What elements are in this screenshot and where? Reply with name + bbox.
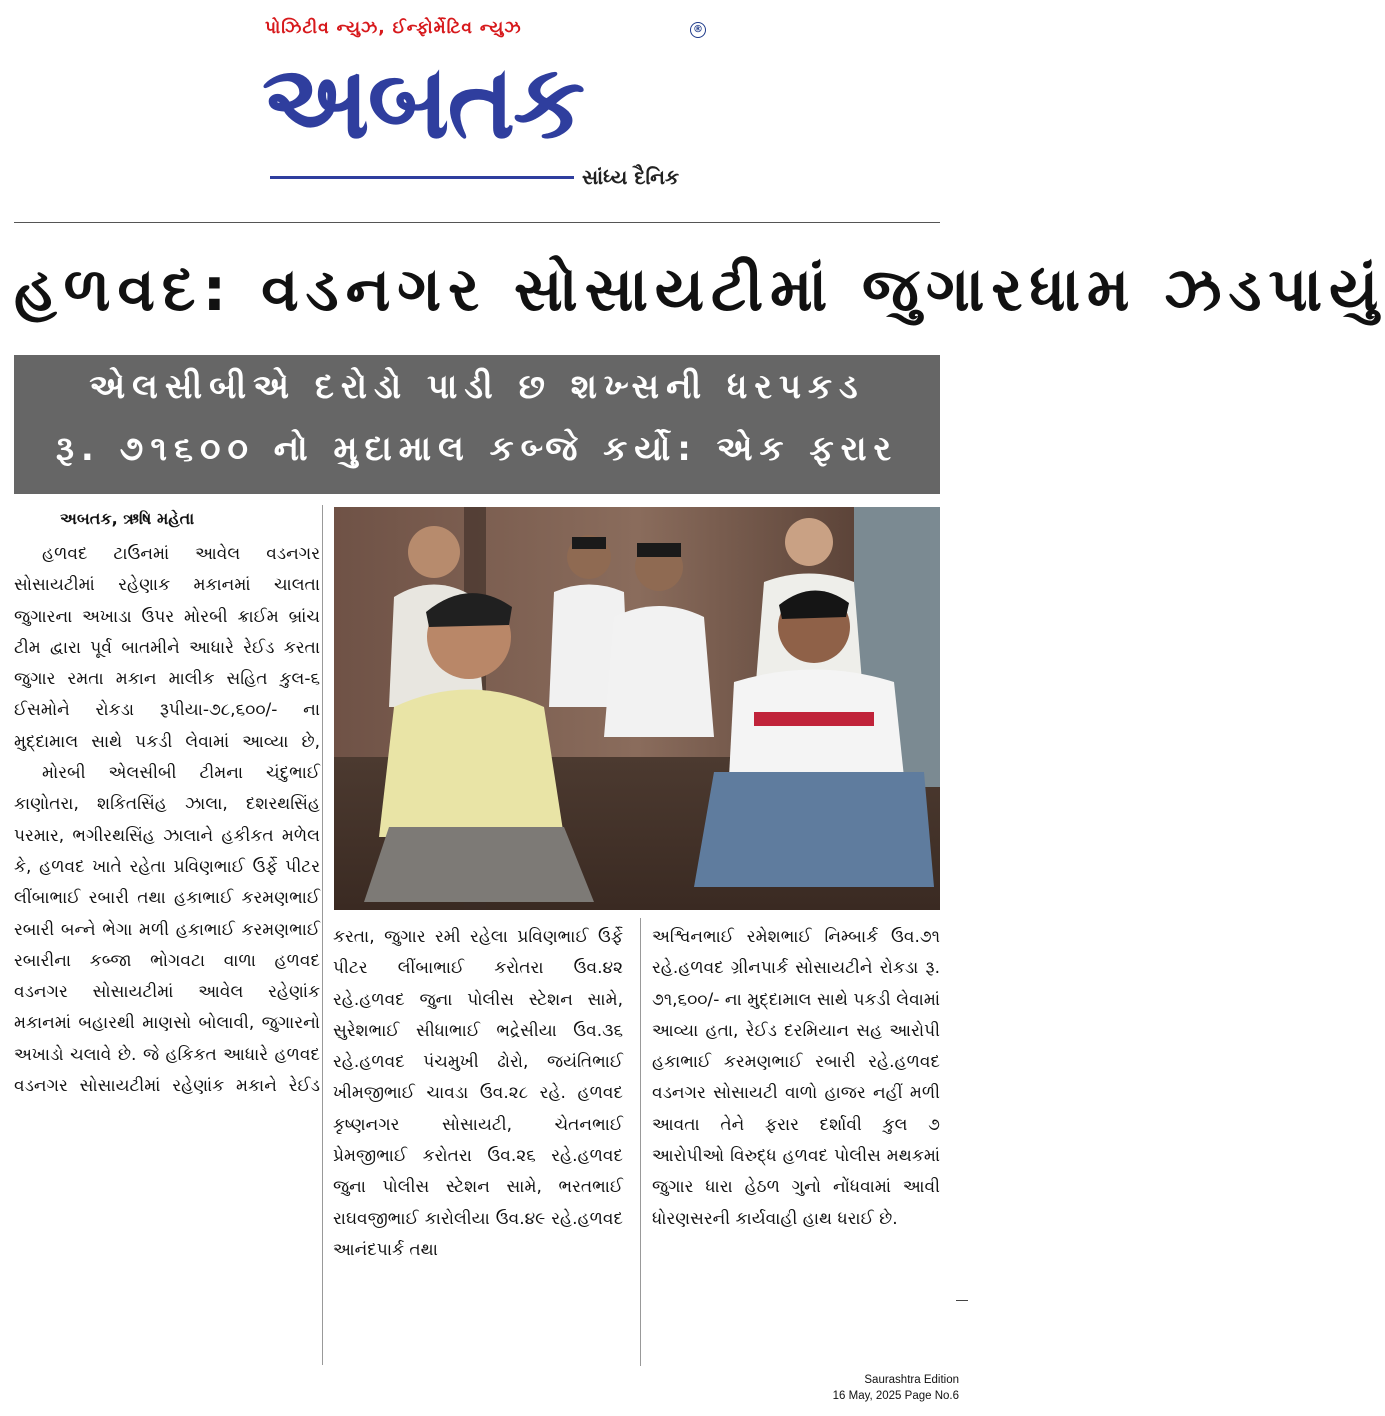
- article-column-2: [333, 922, 623, 1266]
- column-divider: [640, 918, 641, 1366]
- masthead-subtitle: સાંધ્ય દૈનિક: [582, 165, 680, 189]
- subhead-box: [14, 355, 940, 494]
- masthead: [0, 0, 969, 210]
- subhead-line-2: રૂ. ૭૧૬૦૦ નો મુદામાલ કબ્જે કર્યો: એક ફરાર: [55, 429, 899, 469]
- edition-footer: [833, 1372, 959, 1404]
- margin-tick: [956, 1300, 968, 1301]
- logo-underline: [270, 176, 574, 179]
- subhead-line-1: એલસીબીએ દરોડો પાડી છ શખ્સની ધરપકડ: [89, 367, 865, 407]
- registered-mark: ®: [690, 22, 706, 38]
- article-column-1: [14, 539, 320, 1102]
- article-byline: અબતક, ઋષિ મહેતા: [60, 509, 195, 528]
- news-photo: [334, 507, 940, 910]
- news-photo-illustration: [334, 507, 940, 910]
- newspaper-logo: અબતક: [262, 43, 584, 162]
- body-paragraph: મોરબી એલસીબી ટીમના ચંદુભાઈ કાણોતરા, શકિતસિંહ ઝાલા, દશરથસિંહ પરમાર, ભગીરથસિંહ ઝાલાને હકીકત મળેલ કે, હળવદ ખાતે રહેતા પ્રવિણભાઈ ઉર્ફે પીટર લીંબાભાઈ રબારી તથા હકાભાઈ કરમણભાઈ રબારી બન્ને ભેગા મળી હકાભાઈ કરમણભાઈ રબારીના કબ્જા ભોગવટા વાળા હળવદ વડનગર સોસાયટીમાં આવેલ રહેણાંક મકાનમાં બહારથી માણસો બોલાવી, જુગારનો અખાડો ચલાવે છે. જે હકિકત આધારે હળવદ વડનગર સોસાયટીમાં રહેણાંક મકાને રેઈડ: [14, 763, 320, 1097]
- body-paragraph: હળવદ ટાઉનમાં આવેલ વડનગર સોસાયટીમાં રહેણાક મકાનમાં ચાલતા જુગારના અખાડા ઉપર મોરબી ક્રાઈમ બ્રાંચ ટીમ દ્વારા પૂર્વ બાતમીને આધારે રેઈડ કરતા જુગાર રમતા મકાન માલીક સહિત કુલ-૬ ઈસમોને રોકડા રૂપીયા-૭૮,૬૦૦/- ના મુદ્દામાલ સાથે પકડી લેવામાં આવ્યા છે,: [14, 544, 320, 752]
- article-column-3: [652, 922, 940, 1235]
- edition-name: Saurashtra Edition: [864, 1374, 959, 1386]
- header-divider: [14, 222, 940, 223]
- masthead-tagline: પોઝિટીવ ન્યુઝ, ઈન્ફોર્મેટિવ ન્યુઝ: [265, 18, 522, 38]
- column-divider: [322, 505, 323, 1365]
- article-headline: હળવદ: વડનગર સોસાયટીમાં જુગારધામ ઝડપાયું: [14, 255, 1385, 325]
- body-paragraph: કરતા, જુગાર રમી રહેલા પ્રવિણભાઈ ઉર્ફે પીટર લીંબાભાઈ કરોતરા ઉવ.૪૨ રહે.હળવદ જુના પોલીસ સ્ટેશન સામે, સુરેશભાઈ સીધાભાઈ ભદ્રેસીયા ઉવ.૩૬ રહે.હળવદ પંચમુખી ઢોરો, જયંતિભાઈ ખીમજીભાઈ ચાવડા ઉવ.૨૮ રહે. હળવદ કૃષ્ણનગર સોસાયટી, ચેતનભાઈ પ્રેમજીભાઈ કરોતરા ઉવ.૨૬ રહે.હળવદ જુના પોલીસ સ્ટેશન સામે, ભરતભાઈ રાઘવજીભાઈ કારોલીયા ઉવ.૪૯ રહે.હળવદ આનંદપાર્ક તથા: [333, 927, 623, 1260]
- body-paragraph: અશ્વિનભાઈ રમેશભાઈ નિમ્બાર્ક ઉવ.૭૧ રહે.હળવદ ગ્રીનપાર્ક સોસાયટીને રોકડા રૂ. ૭૧,૬૦૦/- ના મુદ્દામાલ સાથે પકડી લેવામાં આવ્યા હતા, રેઈડ દરમિયાન સહ આરોપી હકાભાઈ કરમણભાઈ રબારી રહે.હળવદ વડનગર સોસાયટી વાળો હાજર નહીં મળી આવતા તેને ફરાર દર્શાવી કુલ ૭ આરોપીઓ વિરુદ્ધ હળવદ પોલીસ મથકમાં જુગાર ધારા હેઠળ ગુનો નોંધવામાં આવી ધોરણસરની કાર્યવાહી હાથ ધરાઈ છે.: [652, 927, 940, 1229]
- edition-date-page: 16 May, 2025 Page No.6: [832, 1390, 959, 1402]
